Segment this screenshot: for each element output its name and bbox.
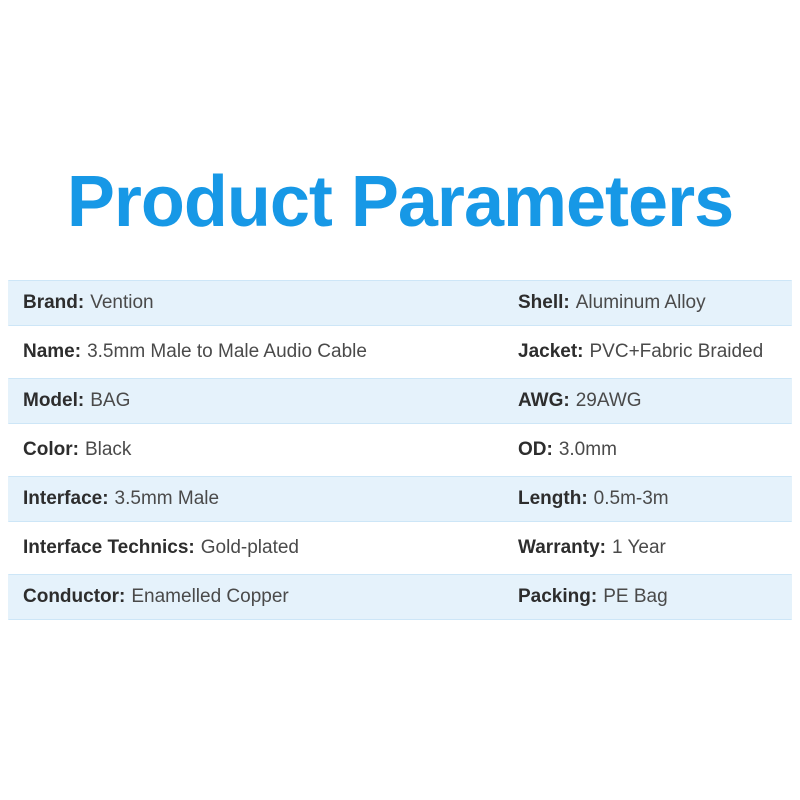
- spec-cell-name: [9, 341, 400, 363]
- spec-label: Warranty:: [518, 537, 606, 558]
- spec-label: Length:: [518, 488, 588, 509]
- spec-cell-length: [400, 488, 791, 510]
- spec-label: Interface Technics:: [23, 537, 195, 558]
- spec-value: PVC+Fabric Braided: [589, 341, 764, 362]
- spec-cell-interface: [9, 488, 400, 510]
- table-row: [8, 378, 792, 424]
- spec-table: [8, 280, 792, 620]
- spec-value: 3.5mm Male to Male Audio Cable: [87, 341, 367, 362]
- spec-label: Packing:: [518, 586, 598, 607]
- spec-cell-interface-technics: [9, 537, 400, 559]
- spec-value: Vention: [90, 292, 154, 313]
- spec-cell-color: [9, 439, 400, 461]
- spec-label: Interface:: [23, 488, 109, 509]
- spec-cell-packing: [400, 586, 791, 608]
- spec-cell-warranty: [400, 537, 791, 559]
- page-title: Product Parameters: [66, 162, 734, 242]
- spec-cell-awg: [400, 390, 791, 412]
- spec-label: Conductor:: [23, 586, 126, 607]
- spec-value: Aluminum Alloy: [575, 292, 706, 313]
- spec-value: 3.0mm: [558, 439, 617, 460]
- spec-label: Brand:: [23, 292, 85, 313]
- spec-value: Black: [84, 439, 132, 460]
- spec-label: AWG:: [518, 390, 570, 411]
- spec-value: 29AWG: [575, 390, 642, 411]
- spec-cell-brand: [9, 292, 400, 314]
- table-row: [8, 476, 792, 522]
- spec-label: OD:: [518, 439, 553, 460]
- spec-label: Name:: [23, 341, 82, 362]
- spec-value: Enamelled Copper: [131, 586, 289, 607]
- spec-cell-conductor: [9, 586, 400, 608]
- spec-value: 1 Year: [611, 537, 666, 558]
- spec-label: Color:: [23, 439, 79, 460]
- spec-value: BAG: [90, 390, 131, 411]
- spec-cell-shell: [400, 292, 791, 314]
- table-row: [8, 329, 792, 375]
- spec-cell-jacket: [400, 341, 791, 363]
- spec-value: Gold-plated: [200, 537, 299, 558]
- table-row: [8, 574, 792, 620]
- spec-value: PE Bag: [603, 586, 668, 607]
- spec-label: Shell:: [518, 292, 570, 313]
- spec-cell-model: [9, 390, 400, 412]
- spec-cell-od: [400, 439, 791, 461]
- spec-label: Model:: [23, 390, 85, 411]
- table-row: [8, 525, 792, 571]
- spec-label: Jacket:: [518, 341, 584, 362]
- spec-value: 0.5m-3m: [593, 488, 669, 509]
- table-row: [8, 427, 792, 473]
- table-row: [8, 280, 792, 326]
- spec-value: 3.5mm Male: [114, 488, 220, 509]
